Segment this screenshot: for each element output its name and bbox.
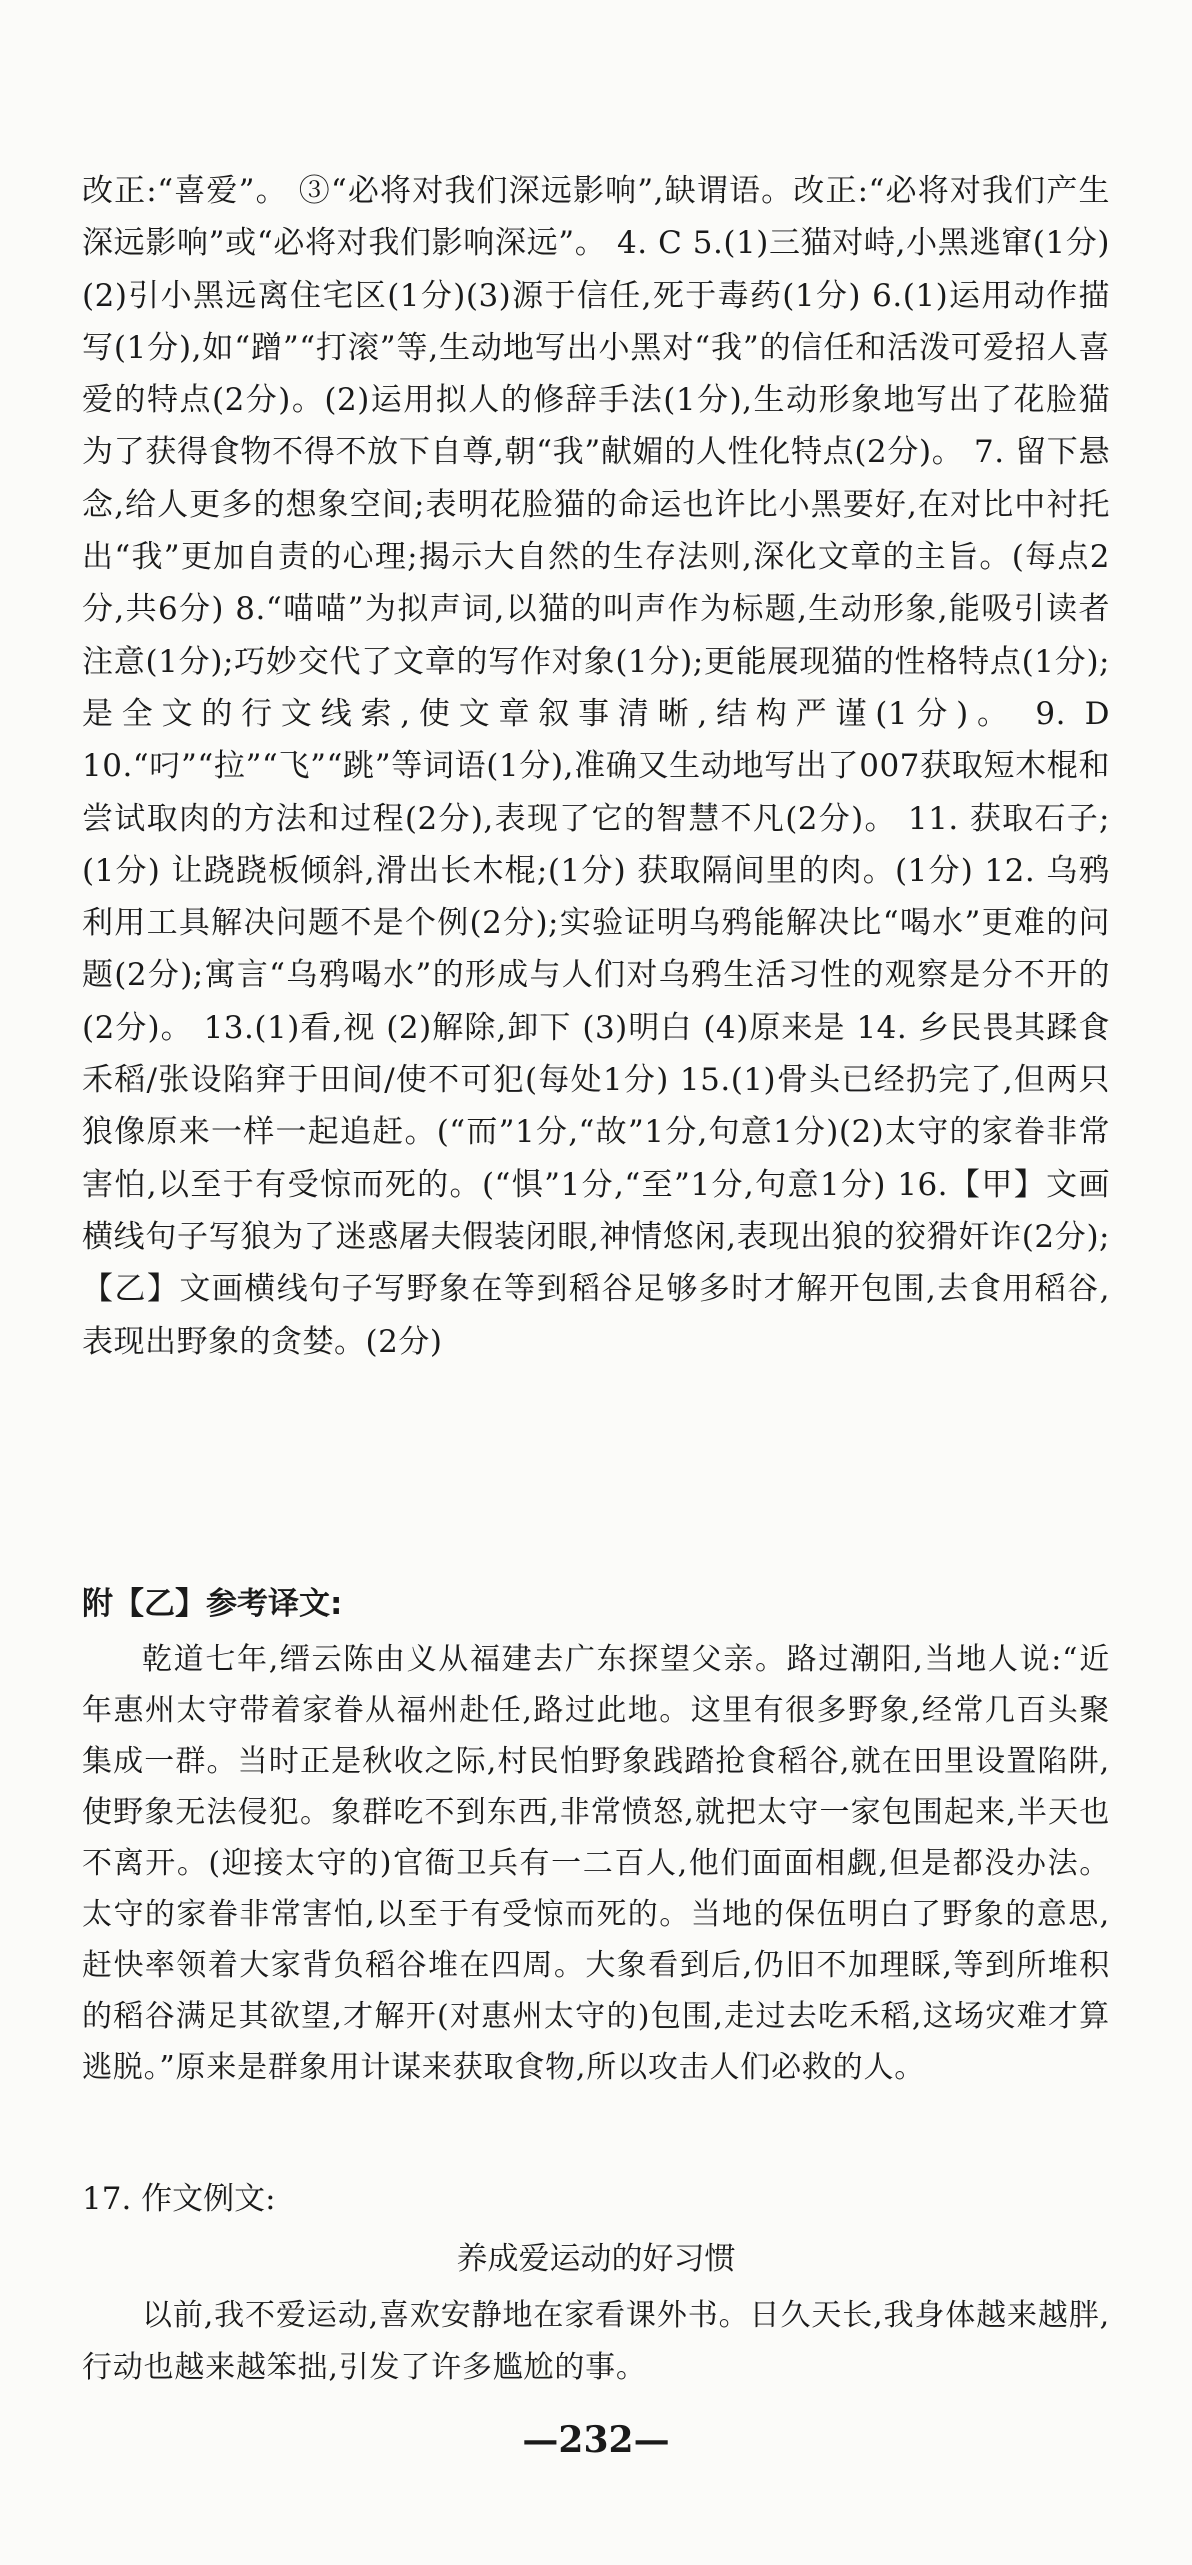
essay-title: 养成爱运动的好习惯: [456, 2241, 736, 2277]
page-number: —232—: [522, 2419, 670, 2461]
reference-translation: 乾道七年,缙云陈由义从福建去广东探望父亲。路过潮阳,当地人说:“近年惠州太守带着家眷从福州赴任,路过此地。这里有很多野象,经常几百头聚集成一群。当时正是秋收之际,村民怕野象践踏抢食稻谷,就在田里设置陷阱,使野象无法侵犯。象群吃不到东西,非常愤怒,就把太守一家包围起来,半天也不离开。(迎接太守的)官衙卫兵有一二百人,他们面面相觑,但是都没办法。太守的家眷非常害怕,以至于有受惊而死的。当地的保伍明白了野象的意思,赶快率领着大家背负稻谷堆在四周。大象看到后,仍旧不加理睬,等到所堆积的稻谷满足其欲望,才解开(对惠州太守的)包围,走过去吃禾稻,这场灾难才算逃脱。”原来是群象用计谋来获取食物,所以攻击人们必救的人。: [82, 1642, 1110, 2085]
essay-body: 以前,我不爱运动,喜欢安静地在家看课外书。日久天长,我身体越来越胖,行动也越来越笨拙,引发了许多尴尬的事。: [82, 2298, 1110, 2385]
essay-label: 17. 作文例文:: [82, 2181, 276, 2217]
appendix-heading: 附【乙】参考译文:: [82, 1586, 343, 1622]
answer-key-text: 改正:“喜爱”。 ③“必将对我们深远影响”,缺谓语。改正:“必将对我们产生深远影响”或“必将对我们影响深远”。 4. C 5.(1)三猫对峙,小黑逃窜(1分)(2)引小黑远离住宅区(1分)(3)源于信任,死于毒药(1分) 6.(1)运用动作描写(1分),如“蹭”“打滚”等,生动地写出小黑对“我”的信任和活泼可爱招人喜爱的特点(2分)。(2)运用拟人的修辞手法(1分),生动形象地写出了花脸猫为了获得食物不得不放下自尊,朝“我”献媚的人性化特点(2分)。 7. 留下悬念,给人更多的想象空间;表明花脸猫的命运也许比小黑要好,在对比中衬托出“我”更加自责的心理;揭示大自然的生存法则,深化文章的主旨。(每点2分,共6分) 8.“喵喵”为拟声词,以猫的叫声作为标题,生动形象,能吸引读者注意(1分);巧妙交代了文章的写作对象(1分);更能展现猫的性格特点(1分);是全文的行文线索,使文章叙事清晰,结构严谨(1分)。 9. D 10.“叼”“拉”“飞”“跳”等词语(1分),准确又生动地写出了007获取短木棍和尝试取肉的方法和过程(2分),表现了它的智慧不凡(2分)。 11. 获取石子;(1分) 让跷跷板倾斜,滑出长木棍;(1分) 获取隔间里的肉。(1分) 12. 乌鸦利用工具解决问题不是个例(2分);实验证明乌鸦能解决比“喝水”更难的问题(2分);寓言“乌鸦喝水”的形成与人们对乌鸦生活习性的观察是分不开的(2分)。 13.(1)看,视 (2)解除,卸下 (3)明白 (4)原来是 14. 乡民畏其蹂食禾稻/张设陷穽于田间/使不可犯(每处1分) 15.(1)骨头已经扔完了,但两只狼像原来一样一起追赶。(“而”1分,“故”1分,句意1分)(2)太守的家眷非常害怕,以至于有受惊而死的。(“惧”1分,“至”1分,句意1分) 16.【甲】文画横线句子写狼为了迷惑屠夫假装闭眼,神情悠闲,表现出狼的狡猾奸诈(2分);【乙】文画横线句子写野象在等到稻谷足够多时才解开包围,去食用稻谷,表现出野象的贪婪。(2分): [82, 173, 1110, 1360]
